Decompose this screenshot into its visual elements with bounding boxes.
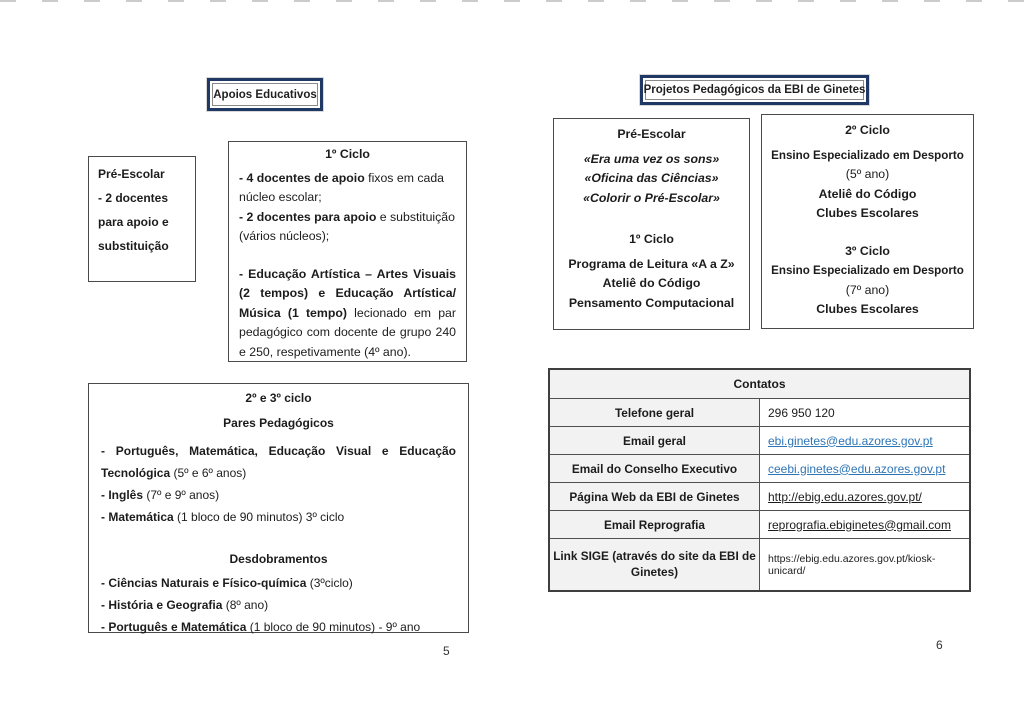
contact-row	[549, 539, 970, 591]
pares-item-bold: - Português, Matemática, Educação Visual e Educação Tecnológica	[101, 444, 456, 480]
desdobramento-item	[101, 572, 456, 594]
ciclo1-item	[239, 208, 456, 247]
project-item: Programa de Leitura «A a Z»	[568, 256, 735, 271]
desdobramento-item-rest: (1 bloco de 90 minutos) - 9º ano	[246, 620, 421, 634]
contact-row	[549, 483, 970, 511]
contact-value	[760, 511, 971, 539]
pre-escolar-line: - 2 docentes	[98, 191, 169, 205]
page-number-left: 5	[443, 644, 450, 658]
contact-row	[549, 455, 970, 483]
ciclo1-item-rest: e substituição (vários núcleos);	[239, 209, 455, 243]
contact-label: Email geral	[549, 427, 760, 455]
section-title-box-apoios	[207, 78, 323, 111]
desdobramento-item	[101, 616, 456, 638]
contact-value: https://ebig.edu.azores.gov.pt/kiosk-unicard/	[760, 539, 971, 591]
projects-group-title: 2º Ciclo	[845, 123, 890, 137]
contact-row	[549, 427, 970, 455]
contact-value: 296 950 120	[760, 399, 971, 427]
pares-pedagogicos-subtitle: Pares Pedagógicos	[223, 416, 334, 430]
section-title-projetos: Projetos Pedagógicos da EBI de Ginetes	[645, 80, 864, 100]
project-item: «Oficina das Ciências»	[584, 171, 719, 185]
contact-label: Email Reprografia	[549, 511, 760, 539]
project-item: Clubes Escolares	[816, 302, 919, 316]
project-item: Ensino Especializado em Desporto	[771, 148, 964, 162]
project-item: Pensamento Computacional	[568, 295, 735, 310]
project-item: Ensino Especializado em Desporto	[771, 264, 964, 277]
projects-group-title: 1º Ciclo	[629, 232, 674, 246]
projects-preschool-box	[553, 118, 750, 330]
desdobramento-item-bold: - Português e Matemática	[101, 620, 247, 634]
contact-row	[549, 399, 970, 427]
section-title-box-projetos	[640, 75, 869, 105]
desdobramento-item	[101, 594, 456, 616]
pares-item	[101, 484, 456, 506]
section-title-apoios: Apoios Educativos	[212, 83, 318, 106]
ciclo1-item-rest: fixos em cada núcleo escolar;	[239, 170, 445, 204]
contacts-header-row	[549, 369, 970, 399]
ciclo1-item-bold: - 2 docentes para apoio	[239, 209, 377, 224]
ciclo1-item	[239, 265, 456, 363]
ciclo1-item-rest: lecionado em par pedagógico com docente de grupo 240 e 250, respetivamente (4º ano).	[239, 305, 456, 359]
pre-escolar-support-box	[88, 156, 196, 282]
project-item: «Era uma vez os sons»	[583, 151, 720, 166]
pares-item-rest: (1 bloco de 90 minutos) 3º ciclo	[173, 510, 345, 524]
desdobramento-item-rest: (8º ano)	[222, 598, 269, 612]
contact-value	[760, 483, 971, 511]
project-item: Clubes Escolares	[816, 206, 919, 220]
pre-escolar-line: Pré-Escolar	[98, 167, 165, 181]
pares-item-rest: (5º e 6º anos)	[170, 466, 247, 480]
ciclo23-support-box	[88, 383, 469, 633]
email-conselho-link[interactable]: ceebi.ginetes@edu.azores.gov.pt	[768, 461, 946, 476]
desdobramentos-subtitle: Desdobramentos	[229, 552, 328, 566]
ciclo1-item	[239, 169, 456, 208]
project-item: (7º ano)	[845, 282, 890, 297]
ciclo1-item-bold: - 4 docentes de apoio	[239, 170, 365, 185]
projects-group-title: 3º Ciclo	[845, 243, 890, 258]
pre-escolar-line: para apoio e	[98, 215, 169, 229]
scan-artifact-line	[0, 0, 1024, 2]
contacts-header: Contatos	[549, 369, 970, 399]
contact-label: Telefone geral	[549, 399, 760, 427]
contact-value	[760, 455, 971, 483]
pares-item-bold: - Matemática	[101, 510, 174, 524]
contact-label: Página Web da EBI de Ginetes	[549, 483, 760, 511]
pares-item-rest: (7º e 9º anos)	[143, 488, 220, 502]
pre-escolar-line: substituição	[98, 239, 169, 253]
desdobramento-item-bold: - Ciências Naturais e Físico-química	[101, 576, 307, 590]
contact-row	[549, 511, 970, 539]
ciclo1-title: 1º Ciclo	[325, 147, 370, 161]
page-number-right: 6	[936, 638, 943, 652]
desdobramento-item-bold: - História e Geografia	[101, 598, 223, 612]
contact-value	[760, 427, 971, 455]
projects-group-title: Pré-Escolar	[617, 127, 686, 141]
email-reprografia-link[interactable]: reprografia.ebiginetes@gmail.com	[768, 517, 951, 532]
desdobramento-item-rest: (3ºciclo)	[306, 576, 353, 590]
contacts-table	[548, 368, 971, 592]
email-geral-link[interactable]: ebi.ginetes@edu.azores.gov.pt	[768, 433, 933, 448]
ciclo23-title: 2º e 3º ciclo	[245, 391, 312, 405]
ciclo1-support-box	[228, 141, 467, 362]
projects-cycles-box	[761, 114, 974, 329]
contact-label: Link SIGE (através do site da EBI de Ginetes)	[549, 539, 760, 591]
project-item: (5º ano)	[845, 167, 890, 181]
project-item: Ateliê do Código	[602, 276, 701, 290]
pares-item	[101, 440, 456, 484]
ciclo1-item-bold: - Educação Artística – Artes Visuais (2 tempos) e Educação Artística/ Música (1 tempo)	[239, 266, 456, 320]
webpage-link[interactable]: http://ebig.edu.azores.gov.pt/	[768, 489, 922, 504]
pares-item	[101, 506, 456, 528]
project-item: «Colorir o Pré-Escolar»	[583, 190, 720, 205]
pares-item-bold: - Inglês	[101, 488, 144, 502]
contact-label: Email do Conselho Executivo	[549, 455, 760, 483]
project-item: Ateliê do Código	[818, 186, 917, 201]
